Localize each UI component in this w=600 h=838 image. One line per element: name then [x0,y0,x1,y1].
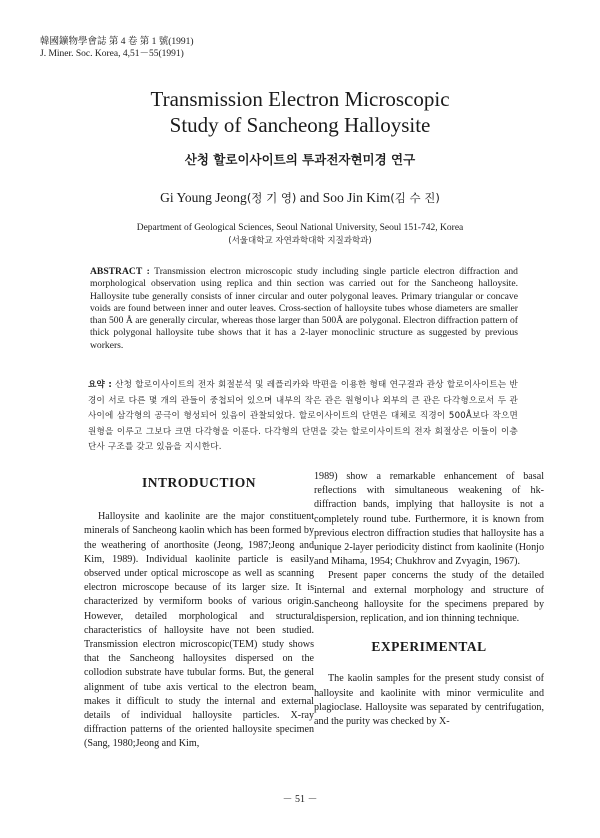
journal-citation-korean: 韓國鑛物學會誌 第 4 卷 第 1 號(1991) [40,37,194,47]
paper-title-line-1: Transmission Electron Microscopic [150,87,450,111]
left-column [84,468,314,752]
korean-abstract-text: 산청 할로이사이트의 전자 회절분석 및 레플리카와 박편을 이용한 형태 연구결과 관상 할로이사이트는 반경이 서로 다른 몇 개의 관들이 중첩되어 있으며 내부의 작은 관은 원형이나 외부의 큰 관은 다각형으로서 두 관 사이에 삼각형의 공극이 형성되어 있음이 관찰되었다. 할로이사이트의 단면은 대체로 직경이 500Å보다 작으면 원형을 이루고 그보다 크면 다각형을 이룬다. 다각형의 단면을 갖는 할로이사이트의 전자 회절상은 이들이 이층 단사 구조를 갖고 있음을 지시한다. [88,380,518,452]
author-1-korean-name: (정 기 영) [246,191,297,205]
affiliation [0,222,600,248]
introduction-paragraph: Halloysite and kaolinite are the major constituent minerals of Sancheong kaolin which has been formed by the weathering of anorthosite (Jeong, 1987;Jeong and Kim, 1989). Individual kaolinite particle is easily observed under optical microscope as well as scanning electron microscope because of its larger size. It is characterized by vermiform books of various origin. However, detailed morphological and structural characteristics of halloysite have not been studied. Transmission electron microscopic(TEM) study shows that the Sancheong halloysites dispersed on the collodion substrate have tubular forms. But, the general alignment of tube axis vertical to the electron beam makes it difficult to study the internal and external details of individual halloysite particles. X-ray diffraction patterns of the oriented halloysite specimen (Sang, 1980;Jeong and Kim, [84,511,314,750]
paper-title-line-2: Study of Sancheong Halloysite [169,113,431,137]
introduction-heading: INTRODUCTION [141,475,256,490]
korean-abstract-label: 요약 : [88,380,113,390]
page-number: － 51 － [282,794,318,805]
author-conjunction: and [296,190,323,205]
korean-abstract [88,378,518,456]
right-column [314,470,544,729]
experimental-heading: EXPERIMENTAL [371,639,487,655]
affiliation-korean: (서울대학교 자연과학대학 지질과학과) [228,236,372,246]
experimental-paragraph: The kaolin samples for the present study consist of halloysite and kaolinite with minor vermiculite and plagioclase. Halloysite was separated by centrifugation, and the purity was checked by X- [314,673,544,728]
journal-citation [40,36,194,60]
paper-title [0,86,600,138]
abstract-label: ABSTRACT : [90,266,150,277]
abstract [90,266,518,352]
journal-citation-english: J. Miner. Soc. Korea, 4,51－55(1991) [40,49,184,59]
authors [0,190,600,206]
introduction-continued-paragraph: 1989) show a remarkable enhancement of basal reflections with simultaneous weakening of hk-diffraction bands, implying that halloysite is not a completely round tube. Furthermore, it is known from previous electron diffraction studies that halloysite has a unique 2-layer periodicity distinct from kaolinite (Honjo and Mihama, 1954; Chukhrov and Zvyagin, 1967). [314,471,544,568]
affiliation-english: Department of Geological Sciences, Seoul National University, Seoul 151-742, Korea [136,223,464,233]
introduction-paragraph-2: Present paper concerns the study of the detailed internal and external morphology and structure of Sancheong halloysite for the specimens prepared by dispersion, replication, and ion thinning technique. [314,570,544,625]
abstract-text: Transmission electron microscopic study including single particle electron diffraction and morphological observation using replica and thin section was carried out for the Sancheong halloysite. Halloysite tube generally consists of inner circular and outer polygonal leaves. Primary triangular or concave voids are found between inner and outer leaves. Cross-section of halloysite tubes whose diameters are smaller than 500 Å are generally circular, whereas those larger than 500Å are polygonal. Electron diffraction pattern of thick polygonal halloysite tube shows that it has a 2-layer monoclinic structure as suggested by previous workers. [90,266,518,351]
korean-title: 산청 할로이사이트의 투과전자현미경 연구 [184,152,416,167]
author-1-name: Gi Young Jeong [160,190,247,205]
author-2-name: Soo Jin Kim [322,190,391,205]
author-2-korean-name: (김 수 진) [390,191,440,205]
